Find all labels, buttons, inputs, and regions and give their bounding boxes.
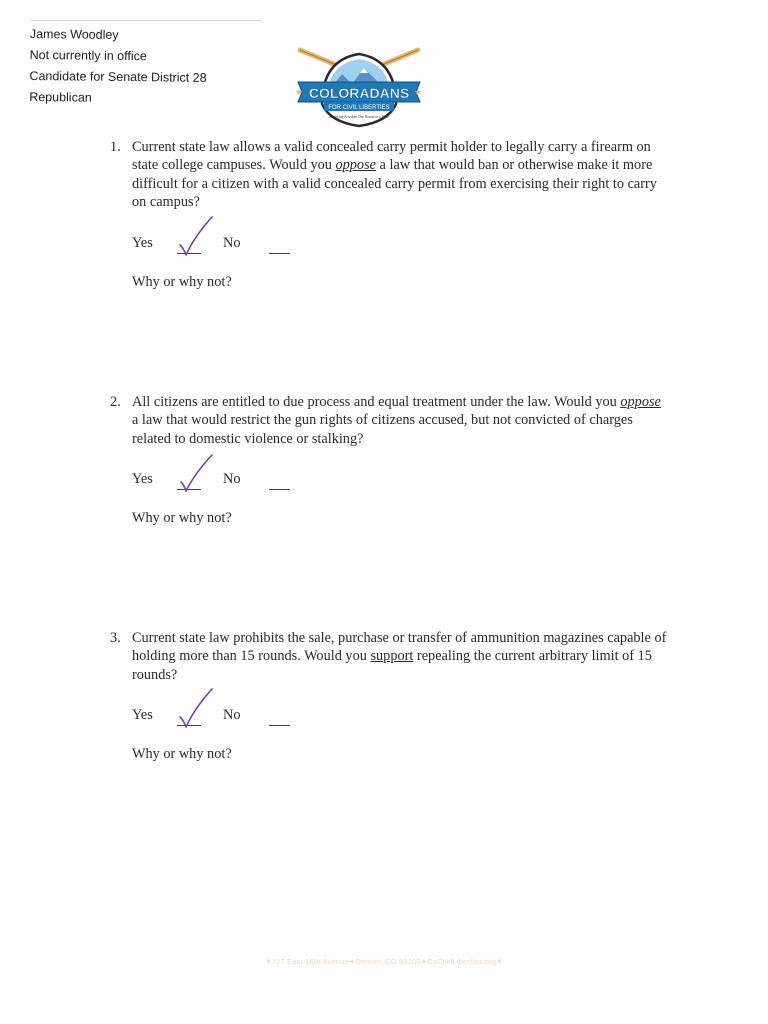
question-1-yes-label: Yes (132, 234, 153, 251)
question-2-emphasis: oppose (620, 394, 661, 410)
question-3-emphasis: support (370, 648, 414, 665)
question-3-answer (132, 701, 670, 731)
question-1-no-label: No (223, 234, 241, 251)
question-1 (110, 138, 670, 291)
question-2-no-blank[interactable] (269, 489, 290, 490)
question-2-no-label: No (223, 471, 241, 488)
footer-address: ✦727 East 16th Avenue✦Denver, CO 80203✦CoCivilLiberties.org✦ (265, 957, 503, 966)
question-2-yes-label: Yes (132, 471, 153, 488)
question-1-answer (132, 229, 670, 259)
question-3 (110, 629, 670, 763)
logo-star-right-icon: ★ (414, 88, 423, 98)
question-2-check-icon (178, 451, 214, 493)
candidate-district: Candidate for Senate District 28 (29, 68, 207, 85)
question-3-text: 3. Current state law prohibits the sale, purchase or transfer of ammunition magazines capable of holding more than 15 rounds. Would you support repealing the current arbitrary limit of 15 rounds? (110, 630, 667, 683)
question-3-why-label: Why or why not? (132, 746, 232, 763)
question-1-check-icon (178, 215, 214, 257)
candidate-info (29, 24, 207, 110)
question-3-check-icon (178, 687, 214, 729)
question-1-no-blank[interactable] (269, 253, 290, 254)
question-3-no-blank[interactable] (269, 725, 290, 726)
candidate-office-status: Not currently in office (29, 47, 147, 64)
question-2 (110, 393, 670, 527)
top-rule (30, 20, 262, 21)
candidate-party: Republican (29, 89, 92, 105)
question-2-why-label: Why or why not? (132, 510, 232, 527)
coloradans-logo (292, 42, 426, 134)
question-1-number: 1. (110, 139, 121, 155)
question-2-number: 2. (110, 394, 121, 410)
logo-title: COLORADANS (308, 85, 410, 101)
logo-subtitle: FOR CIVIL LIBERTIES (328, 105, 390, 111)
question-3-no-label: No (223, 707, 241, 724)
logo-star-left-icon: ★ (295, 88, 304, 98)
question-2-text: 2. All citizens are entitled to due process and equal treatment under the law. Would you oppose a law that would restrict the gun rights of citizens accused, but not convicted of charges related to domestic violence or stalking? (110, 394, 661, 447)
question-3-number: 3. (110, 630, 121, 646)
candidate-name: James Woodley (29, 26, 119, 42)
question-2-answer (132, 465, 670, 495)
question-1-text: 1. Current state law allows a valid concealed carry permit holder to legally carry a firearm on state college campuses. Would you oppose a law that would ban or otherwise make it more difficult for a citizen with a valid concealed carry permit from exercising their right to carry on campus? (110, 139, 657, 211)
question-1-emphasis: oppose (335, 157, 376, 174)
question-3-yes-label: Yes (132, 707, 153, 724)
question-1-why-label: Why or why not? (132, 273, 232, 290)
logo-tagline: Restoring Freedom One Round at a Time (329, 115, 389, 119)
